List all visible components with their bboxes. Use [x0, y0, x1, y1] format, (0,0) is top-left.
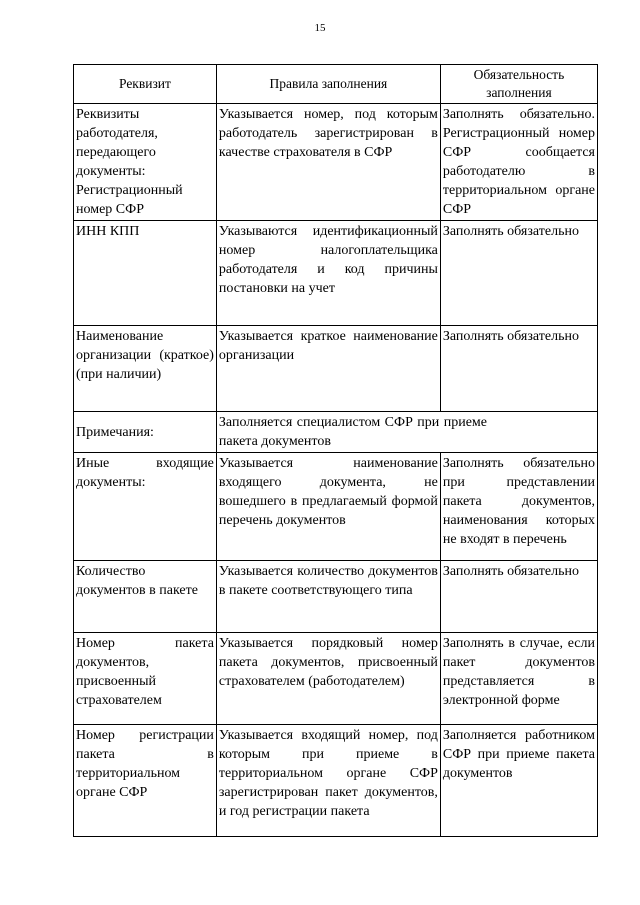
rule-cell: Заполняется специалистом СФР при приеме пакета документов [216, 412, 597, 453]
table-row [74, 725, 598, 837]
header-field: Реквизит [74, 65, 217, 104]
rule-cell: Указывается входящий номер, под которым при приеме в территориальном органе СФР зарегистрирован пакет документов, и год регистрации пакета [216, 725, 440, 837]
table-row [74, 326, 598, 412]
rule-cell: Указывается порядковый номер пакета документов, присвоенный страхователем (работодателем) [216, 633, 440, 725]
table-row [74, 561, 598, 633]
field-cell: Реквизиты работодателя, передающего документы: Регистрационный номер СФР [74, 104, 217, 221]
field-cell: Иные входящие документы: [74, 453, 217, 561]
table-row [74, 633, 598, 725]
obligation-cell: Заполнять в случае, если пакет документов представляется в электронной форме [440, 633, 597, 725]
rule-cell: Указывается номер, под которым работодатель зарегистрирован в качестве страхователя в СФР [216, 104, 440, 221]
field-cell: Примечания: [74, 412, 217, 453]
table-header-row [74, 65, 598, 104]
obligation-cell: Заполнять обязательно. Регистрационный номер СФР сообщается работодателю в территориальном органе СФР [440, 104, 597, 221]
rule-cell: Указывается наименование входящего документа, не вошедшего в предлагаемый формой перечень документов [216, 453, 440, 561]
rule-cell: Указывается количество документов в пакете соответствующего типа [216, 561, 440, 633]
obligation-cell: Заполняется работником СФР при приеме пакета документов [440, 725, 597, 837]
field-cell: ИНН КПП [74, 221, 217, 326]
obligation-cell: Заполнять обязательно [440, 221, 597, 326]
rule-cell: Указывается краткое наименование организации [216, 326, 440, 412]
page-number: 15 [314, 22, 326, 34]
table-row [74, 104, 598, 221]
field-cell: Номер пакета документов, присвоенный страхователем [74, 633, 217, 725]
rule-cell: Указываются идентификационный номер налогоплательщика работодателя и код причины постановки на учет [216, 221, 440, 326]
field-cell: Номер регистрации пакета в территориальном органе СФР [74, 725, 217, 837]
table-row [74, 453, 598, 561]
obligation-cell: Заполнять обязательно при представлении пакета документов, наименования которых не входят в перечень [440, 453, 597, 561]
header-obligation: Обязательность заполнения [440, 65, 597, 104]
obligation-cell: Заполнять обязательно [440, 561, 597, 633]
header-rules: Правила заполнения [216, 65, 440, 104]
table-row [74, 221, 598, 326]
table-row [74, 412, 598, 453]
requisites-table [73, 64, 598, 837]
field-cell: Количество документов в пакете [74, 561, 217, 633]
field-cell: Наименование организации (краткое) (при наличии) [74, 326, 217, 412]
obligation-cell: Заполнять обязательно [440, 326, 597, 412]
